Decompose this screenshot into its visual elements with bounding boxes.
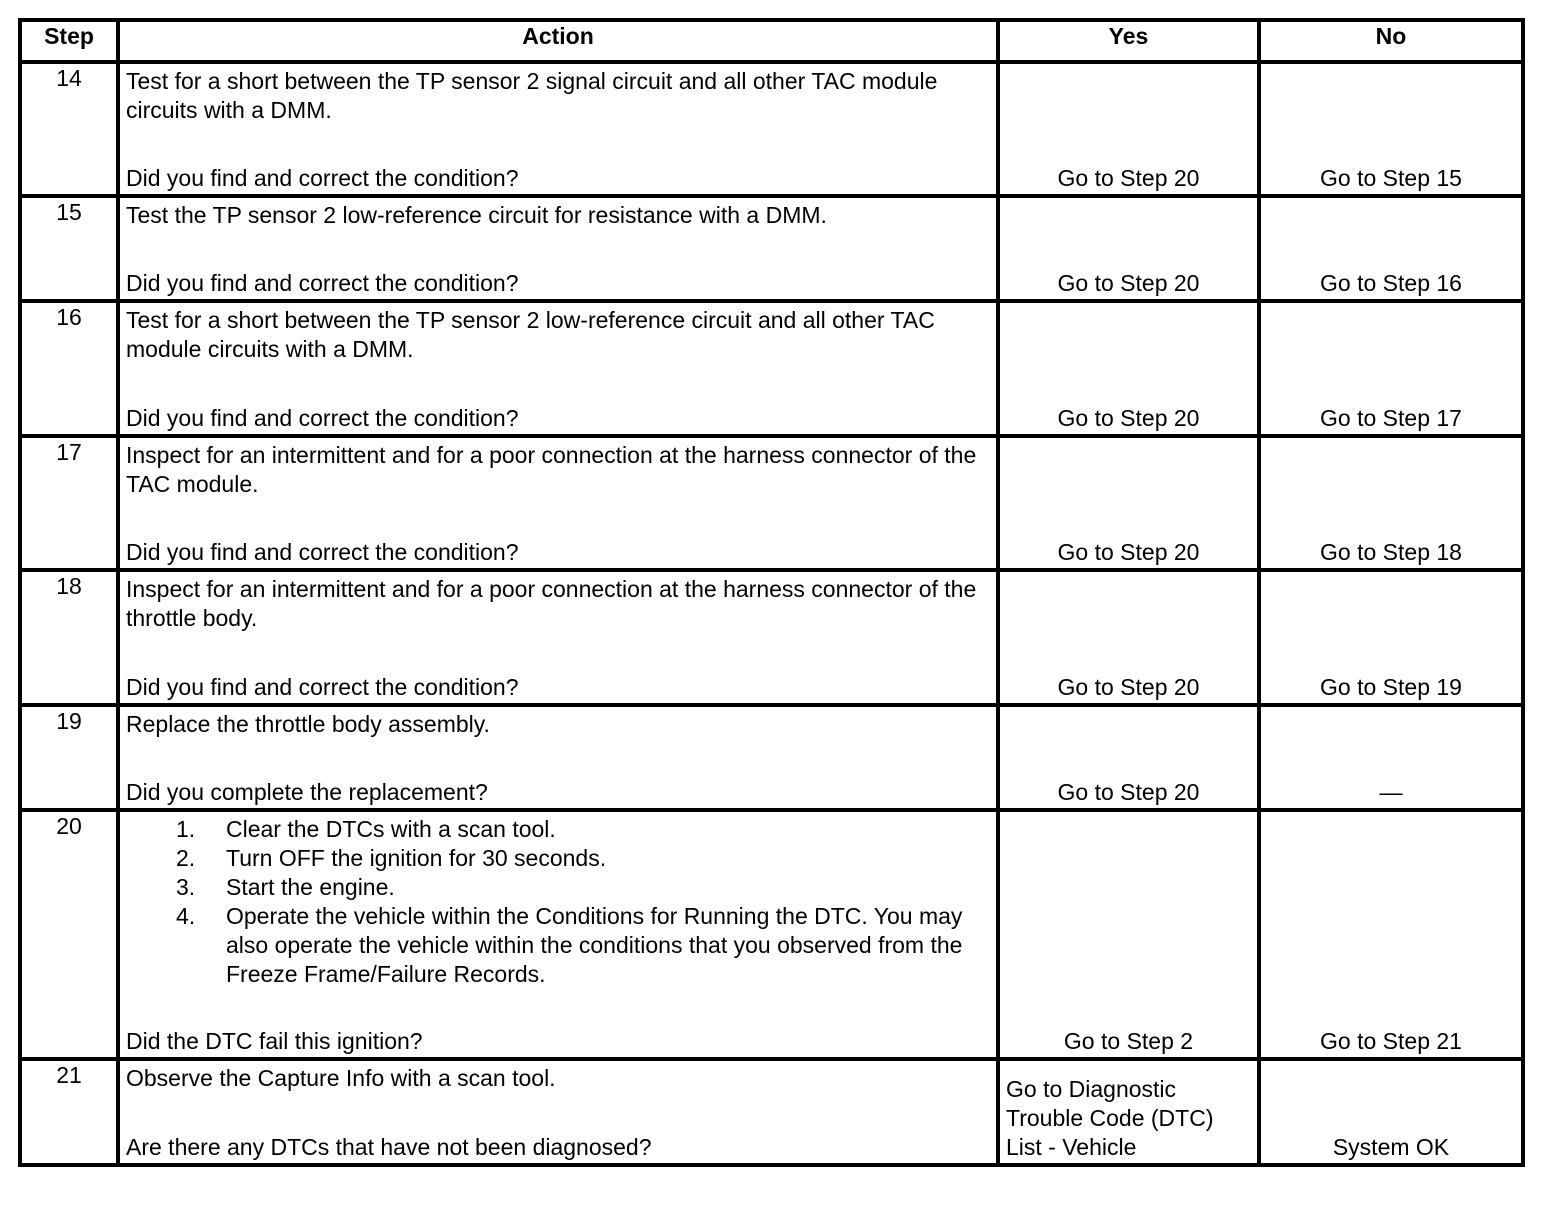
table-row <box>20 436 1523 570</box>
action-cell <box>118 810 998 1059</box>
yes-answer: Go to Step 20 <box>1057 539 1200 565</box>
header-no: No <box>1259 20 1523 62</box>
no-cell <box>1259 810 1523 1059</box>
action-text: Test the TP sensor 2 low-reference circuit for resistance with a DMM. <box>126 202 827 228</box>
step-number: 18 <box>20 570 118 705</box>
substep-text: Start the engine. <box>226 874 395 900</box>
yes-answer-line: Go to Diagnostic <box>1006 1076 1177 1102</box>
action-text: Test for a short between the TP sensor 2 low-reference circuit and all other TAC module circuits with a DMM. <box>126 307 935 362</box>
no-answer: Go to Step 17 <box>1320 405 1462 431</box>
yes-answer: Go to Step 20 <box>1057 779 1200 805</box>
action-question: Are there any DTCs that have not been diagnosed? <box>126 1134 652 1160</box>
yes-answer-multiline <box>1006 1075 1257 1162</box>
action-text: Inspect for an intermittent and for a poor connection at the harness connector of the throttle body. <box>126 576 977 631</box>
action-question: Did you find and correct the condition? <box>126 539 519 565</box>
action-cell <box>118 301 998 436</box>
action-cell <box>118 196 998 301</box>
action-cell <box>118 1059 998 1165</box>
action-question: Did you find and correct the condition? <box>126 405 519 431</box>
action-cell <box>118 570 998 705</box>
yes-answer-line: Trouble Code (DTC) <box>1006 1105 1214 1131</box>
step-number: 16 <box>20 301 118 436</box>
substep-item <box>126 815 986 844</box>
substep-text: Clear the DTCs with a scan tool. <box>226 816 556 842</box>
action-question: Did you find and correct the condition? <box>126 165 519 191</box>
step-number: 20 <box>20 810 118 1059</box>
action-text: Replace the throttle body assembly. <box>126 711 490 737</box>
header-step: Step <box>20 20 118 62</box>
no-cell <box>1259 436 1523 570</box>
action-text: Observe the Capture Info with a scan tool. <box>126 1065 556 1091</box>
no-cell <box>1259 570 1523 705</box>
yes-answer: Go to Step 20 <box>1057 405 1200 431</box>
action-cell <box>118 705 998 810</box>
yes-answer: Go to Step 20 <box>1057 165 1200 191</box>
no-cell <box>1259 62 1523 196</box>
no-answer: System OK <box>1332 1134 1450 1160</box>
no-cell <box>1259 1059 1523 1165</box>
yes-answer-line: List - Vehicle <box>1006 1134 1137 1160</box>
action-question: Did you complete the replacement? <box>126 779 488 805</box>
yes-cell <box>998 810 1259 1059</box>
step-number: 15 <box>20 196 118 301</box>
table-row <box>20 1059 1523 1165</box>
no-answer: Go to Step 16 <box>1320 270 1462 296</box>
yes-answer: Go to Step 2 <box>1063 1028 1194 1054</box>
table-row <box>20 705 1523 810</box>
yes-answer: Go to Step 20 <box>1057 674 1200 700</box>
table-row <box>20 301 1523 436</box>
yes-cell <box>998 1059 1259 1165</box>
no-answer: Go to Step 15 <box>1320 165 1462 191</box>
table-row <box>20 810 1523 1059</box>
table-row <box>20 62 1523 196</box>
table-row <box>20 570 1523 705</box>
substep-list-wrap <box>126 815 986 989</box>
no-answer: Go to Step 21 <box>1320 1028 1462 1054</box>
step-number: 17 <box>20 436 118 570</box>
substep-number: 1. <box>176 816 196 842</box>
yes-answer: Go to Step 20 <box>1057 270 1200 296</box>
step-number: 19 <box>20 705 118 810</box>
substep-text: Operate the vehicle within the Conditions for Running the DTC. You may also operate the vehicle within the conditions that you observed from the Freeze Frame/Failure Records. <box>226 903 963 987</box>
substep-item <box>126 844 986 873</box>
substep-item <box>126 902 986 989</box>
action-question: Did the DTC fail this ignition? <box>126 1028 423 1054</box>
substep-number: 3. <box>176 874 196 900</box>
substep-item <box>126 873 986 902</box>
header-yes: Yes <box>998 20 1259 62</box>
yes-cell <box>998 301 1259 436</box>
action-question: Did you find and correct the condition? <box>126 270 519 296</box>
action-question: Did you find and correct the condition? <box>126 674 519 700</box>
header-action: Action <box>118 20 998 62</box>
substep-list <box>126 815 986 989</box>
no-answer: Go to Step 19 <box>1320 674 1462 700</box>
action-text: Inspect for an intermittent and for a poor connection at the harness connector of the TAC module. <box>126 442 977 497</box>
action-cell <box>118 436 998 570</box>
step-number: 21 <box>20 1059 118 1165</box>
substep-text: Turn OFF the ignition for 30 seconds. <box>226 845 607 871</box>
no-cell <box>1259 705 1523 810</box>
substep-number: 2. <box>176 845 196 871</box>
no-answer-dash: — <box>1379 779 1403 805</box>
no-cell <box>1259 301 1523 436</box>
diagnostic-table <box>18 18 1525 1167</box>
no-cell <box>1259 196 1523 301</box>
header-row <box>20 20 1523 62</box>
step-number: 14 <box>20 62 118 196</box>
substep-number: 4. <box>176 903 196 929</box>
yes-cell <box>998 196 1259 301</box>
yes-cell <box>998 570 1259 705</box>
action-cell <box>118 62 998 196</box>
no-answer: Go to Step 18 <box>1320 539 1462 565</box>
yes-cell <box>998 705 1259 810</box>
action-text: Test for a short between the TP sensor 2 signal circuit and all other TAC module circuits with a DMM. <box>126 68 938 123</box>
yes-cell <box>998 436 1259 570</box>
yes-cell <box>998 62 1259 196</box>
table-row <box>20 196 1523 301</box>
